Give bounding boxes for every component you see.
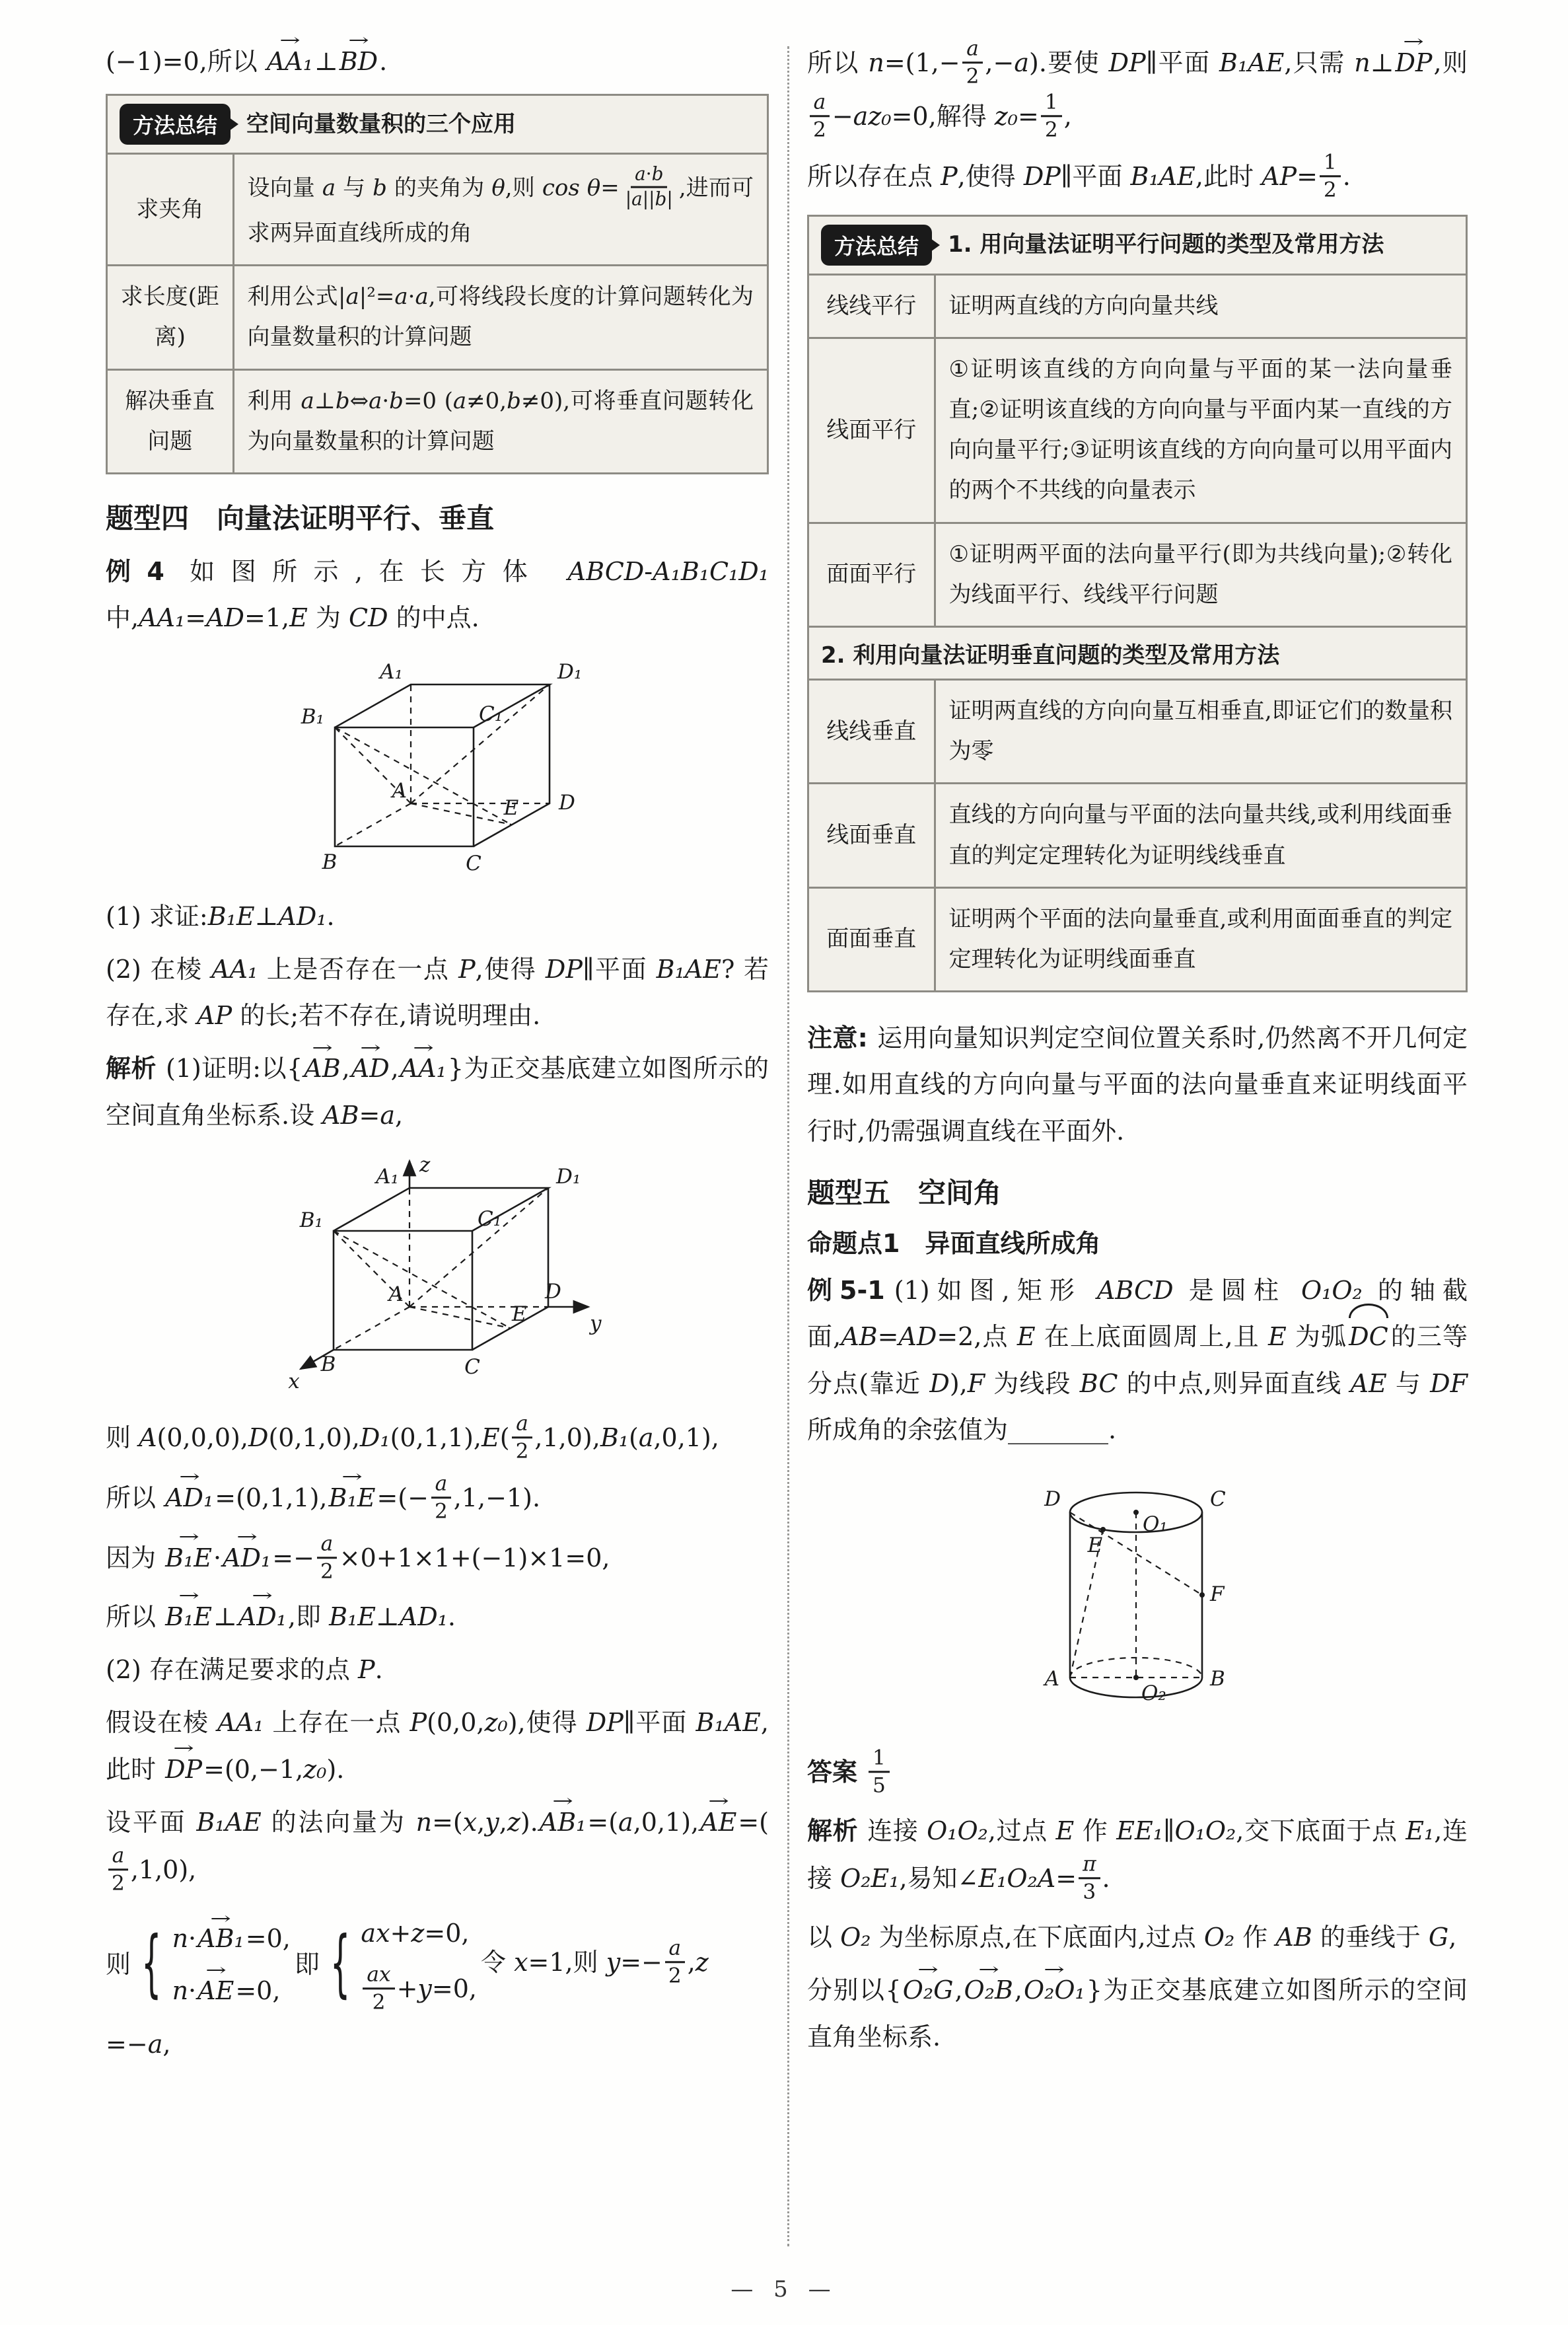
vertex-label-a1: A₁: [380, 659, 403, 684]
question-2: (2) 在棱 AA₁ 上是否存在一点 P,使得 DP∥平面 B₁AE? 若存在,求 AP 的长;若不存在,请说明理由.: [106, 954, 769, 1031]
vertex-label-a1: A₁: [375, 1165, 399, 1189]
answer-value: $\frac{1}{5}$: [867, 1757, 892, 1787]
vertex-label-b: B: [1209, 1667, 1225, 1691]
row-key: 线线垂直: [809, 679, 935, 783]
system-mid: 即: [294, 1950, 320, 1979]
summary-table-parallel: [809, 276, 1466, 626]
row-key: 解决垂直问题: [108, 369, 233, 472]
table-row: [108, 369, 767, 472]
vertex-label-a: A: [392, 778, 407, 803]
point-label-e: E: [1087, 1533, 1102, 1558]
row-value: 利用 a⊥b⇔a·b=0 (a≠0,b≠0),可将垂直问题转化为向量数量积的计算问题: [233, 369, 767, 472]
example-4-label: 例4: [106, 556, 164, 586]
solution-step: 因为 B₁E →·AD₁ →=− $\frac{a}{2}$ ×0+1×1+(−1)×1=0,: [106, 1533, 769, 1587]
vertex-label-d1: D₁: [557, 659, 583, 684]
cylinder-figure: [807, 1466, 1468, 1730]
cuboid-2-labels: [288, 1153, 602, 1393]
question-1: (1) 求证:B₁E⊥AD₁.: [106, 901, 335, 931]
vertex-label-c: C: [1209, 1487, 1226, 1512]
vertex-label-d: D: [544, 1280, 561, 1304]
system-equations-2: [361, 1912, 477, 2017]
note-text: 运用向量知识判定空间位置关系时,仍然离不开几何定理.如用直线的方向向量与平面的法向量垂直来证明线面平行时,仍需强调直线在平面外.: [807, 1023, 1468, 1146]
analysis-label: 解析: [106, 1054, 157, 1084]
row-key: 求长度(距离): [108, 266, 233, 369]
vertex-label-c: C: [464, 1355, 480, 1379]
table-row: [809, 887, 1466, 990]
analysis-2-paragraph: [807, 1808, 1468, 1907]
row-key: 求夹角: [108, 155, 233, 265]
axis-label-z: z: [419, 1153, 430, 1177]
summary-table-dot-product: [108, 155, 767, 472]
table-row: [809, 338, 1466, 523]
system-lead: 则: [106, 1950, 131, 1979]
table-row: [108, 266, 767, 369]
cuboid-2-svg: [267, 1152, 608, 1396]
note-paragraph: [807, 1015, 1468, 1154]
vertex-label-b: B: [322, 850, 338, 874]
axis-label-y: y: [589, 1311, 602, 1335]
method-summary-badge: 方法总结: [120, 104, 231, 145]
problem-type-5-heading: 题型五 空间角: [807, 1176, 1002, 1209]
example-4-statement: [106, 548, 769, 642]
method-summary-badge: 方法总结: [821, 225, 932, 266]
row-key: 线面平行: [809, 338, 935, 523]
cuboid-1-svg: [282, 655, 592, 876]
row-value: ①证明该直线的方向向量与平面的某一法向量垂直;②证明该直线的方向向量与平面内某一直线的方向向量平行;③证明该直线的方向向量可以用平面内的两个不共线的向量表示: [935, 338, 1466, 523]
cuboid-1-solid-edges: [335, 684, 550, 846]
summary-subtitle-perpendicular: 2. 利用向量法证明垂直问题的类型及常用方法: [809, 626, 1466, 679]
summary-title-parallel: 1. 用向量法证明平行问题的类型及常用方法: [948, 231, 1384, 258]
vertex-label-c1: C₁: [479, 702, 503, 726]
note-label: 注意:: [807, 1023, 868, 1053]
equation: n·AB₁ →=0,: [172, 1917, 291, 1960]
row-key: 线线平行: [809, 276, 935, 338]
summary-header: [108, 96, 767, 155]
system-equations-1: [172, 1917, 291, 2012]
vertex-label-a: A: [1044, 1667, 1059, 1691]
problem-type-4-heading: 题型四 向量法证明平行、垂直: [106, 501, 495, 535]
coordinate-axes: [301, 1161, 588, 1369]
table-row: [809, 679, 1466, 783]
vertex-label-d: D: [559, 790, 575, 815]
system-brace: {: [330, 1921, 351, 2007]
proposition-point-1: 命题点1 异面直线所成角: [807, 1228, 1101, 1258]
equation-system-line: [106, 1912, 769, 2017]
row-value: 直线的方向向量与平面的法向量共线,或利用线面垂直的判定定理转化为证明线线垂直: [935, 784, 1466, 887]
answer-line: [807, 1748, 1468, 1801]
example-4-text: 如图所示,在长方体 ABCD-A₁B₁C₁D₁ 中,AA₁=AD=1,E 为 CD 的中点.: [106, 556, 769, 633]
row-value: 证明两直线的方向向量共线: [935, 276, 1466, 338]
vertex-label-d: D: [1044, 1487, 1061, 1512]
vertex-label-d1: D₁: [555, 1165, 581, 1189]
analysis-2-line: 连接 O₁O₂,过点 E 作 EE₁∥O₁O₂,交下底面于点 E₁,连接 O₂E₁,易知∠E₁O₂A= $\frac{\pi}{3}$ .: [807, 1816, 1468, 1904]
vertex-label-c1: C₁: [477, 1207, 501, 1231]
column-divider: [787, 46, 789, 2246]
page-number: — 5 —: [731, 2276, 837, 2303]
example-5-1-label: 例5-1: [807, 1275, 885, 1305]
solution-step: 则 A(0,0,0),D(0,1,0),D₁(0,1,1),E( $\frac{a}{2}$ ,1,0),B₁(a,0,1),: [106, 1411, 719, 1463]
row-value: 证明两个平面的法向量垂直,或利用面面垂直的判定定理转化为证明线面垂直: [935, 887, 1466, 990]
example-5-1-text: (1)如图,矩形 ABCD 是圆柱 O₁O₂ 的轴截面,AB=AD=2,点 E 在上底面圆周上,且 E 为弧DC的三等分点(靠近 D),F 为线段 BC 的中点,则异面直线 AE 与 DF 所成角的余弦值为________.: [807, 1275, 1468, 1444]
analysis-2-line: 以 O₂ 为坐标原点,在下底面内,过点 O₂ 作 AB 的垂线于 G,: [807, 1923, 1457, 1952]
solution-step: 假设在棱 AA₁ 上存在一点 P(0,0,z₀),使得 DP∥平面 B₁AE,此时 DP →=(0,−1,z₀).: [106, 1699, 769, 1792]
solution-step: 所以 B₁E →⊥AD₁ →,即 B₁E⊥AD₁.: [106, 1594, 769, 1640]
vertex-label-a: A: [388, 1282, 404, 1306]
row-value: 证明两直线的方向向量互相垂直,即证它们的数量积为零: [935, 679, 1466, 783]
table-row: [809, 276, 1466, 338]
method-summary-box-1: [106, 94, 769, 474]
solution-step: =−a,: [106, 2030, 171, 2059]
table-row: [108, 155, 767, 265]
method-summary-box-2: [807, 215, 1468, 992]
table-row: [809, 784, 1466, 887]
vertex-label-e: E: [511, 1302, 527, 1326]
summary-header: [809, 217, 1466, 276]
vertex-label-e: E: [503, 795, 519, 820]
equation: n·AE →=0,: [172, 1970, 291, 2012]
table-row: [809, 523, 1466, 626]
analysis-2-line: 分别以{O₂G →,O₂B →,O₂O₁ →}为正交基底建立如图所示的空间直角坐标系.: [807, 1967, 1468, 2060]
equation: $\frac{ax}{2}$ +y=0,: [361, 1964, 477, 2018]
row-value: 利用公式|a|²=a·a,可将线段长度的计算问题转化为向量数量积的计算问题: [233, 266, 767, 369]
cuboid-figure-1: [106, 655, 769, 876]
axis-label-x: x: [287, 1370, 300, 1393]
summary-table-perpendicular: [809, 679, 1466, 990]
center-label-o1: O₁: [1142, 1512, 1168, 1537]
row-key: 面面平行: [809, 523, 935, 626]
point-label-f: F: [1209, 1582, 1225, 1607]
analysis-text: (1)证明:以{AB →,AD →,AA₁ →}为正交基底建立如图所示的空间直角坐标系.设 AB=a,: [106, 1054, 769, 1129]
equation: ax+z=0,: [361, 1918, 470, 1948]
vertex-label-b: B: [320, 1352, 336, 1376]
analysis-paragraph: [106, 1045, 769, 1138]
solution-step: 设平面 B₁AE 的法向量为 n=(x,y,z).AB₁ →=(a,0,1),AE →=( $\frac{a}{2}$ ,1,0),: [106, 1799, 769, 1899]
row-value: 设向量 a 与 b 的夹角为 θ,则 cos θ= $\frac{a\cdot b}{|a||b|}$ ,进而可求两异面直线所成的角: [233, 155, 767, 265]
vertex-label-b1: B₁: [301, 704, 324, 729]
solution-step: 所以 AD₁ →=(0,1,1),B₁E →=(− $\frac{a}{2}$ ,1,−1).: [106, 1473, 769, 1527]
solution-continued-2: 所以存在点 P,使得 DP∥平面 B₁AE,此时 AP= $\frac{1}{2}$ .: [807, 150, 1351, 202]
center-label-o2: O₂: [1141, 1681, 1166, 1706]
right-column: [807, 38, 1468, 2067]
system-tail: 令 x=1,则 y=− $\frac{a}{2}$ ,z: [481, 1936, 709, 1988]
solution-continued-1: 所以 n=(1,− $\frac{a}{2}$ ,−a).要使 DP∥平面 B₁AE,只需 n⊥DP →,则 $\frac{a}{2}$ −az₀=0,解得 z₀= $\frac{1}{2}$ ,: [807, 38, 1468, 145]
solution-step: (2) 存在满足要求的点 P.: [106, 1654, 383, 1684]
left-column: [106, 38, 769, 2075]
system-brace: {: [141, 1921, 162, 2007]
analysis-2-label: 解析: [807, 1816, 859, 1846]
vertex-label-b1: B₁: [299, 1208, 323, 1232]
row-key: 线面垂直: [809, 784, 935, 887]
cylinder-svg: [1024, 1466, 1252, 1730]
row-key: 面面垂直: [809, 887, 935, 990]
summary-title: 空间向量数量积的三个应用: [246, 110, 517, 137]
vertex-label-c: C: [466, 851, 481, 875]
row-value: ①证明两平面的法向量平行(即为共线向量);②转化为线面平行、线线平行问题: [935, 523, 1466, 626]
continued-line: (−1)=0,所以 AA₁ →⊥BD →.: [106, 38, 769, 85]
answer-label: 答案: [807, 1757, 858, 1787]
example-5-1-statement: [807, 1267, 1468, 1453]
cuboid-figure-2: [106, 1152, 769, 1396]
